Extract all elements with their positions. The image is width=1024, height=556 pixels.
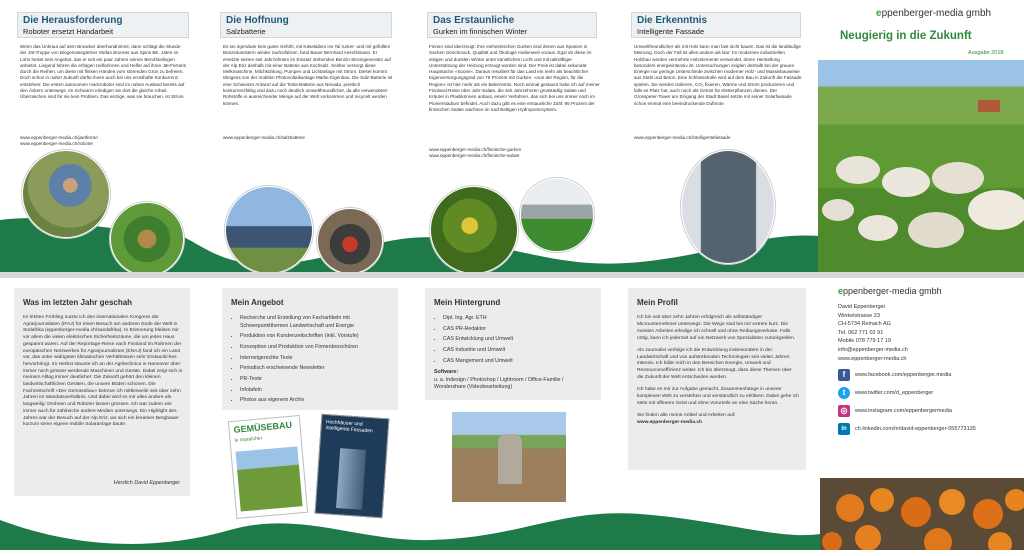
panel-body: Umweltfreundlicher als mit Holz kann man fast nicht bauen. Das ist die landläufige Meinung. Doch der Fall ist alles andere als klar: Im modernen industriellen Holzbau werden vermehrte Holzelemente verwendet, deren Herstellung besonders energieintensiv ist. Untersuchungen zeigten deshalb bei der grauen Energie nur geringe Unterschiede zwischen moderner Holz- und Massivbauweise aus Stahl und Beton. Eine Schlüsselrolle wird auf dem Bau in Zukunft die Fassade spielen. Sie werden isolieren, CO₂ fixieren, Wärme und Strom produzieren und falls es Platz hat, auch noch als Gerüst für Kletterpflanzen dienen. Der Grosspeter-Tower am Eingang der Stadt Basel setzte mit seiner Solarfassade schon einmal eine beeindruckende Duftnote. (634, 44, 802, 106)
panel-link[interactable]: www.eppenberger-media.ch/intelligentefassade (634, 135, 731, 140)
offer-item: • Internetgerechte Texte (240, 355, 391, 363)
panel-subtitle: Salzbatterie (226, 27, 266, 36)
panel-body: Finnen sind überzeugt: Ihre einheimischen Gurken sind denen aus Spanien in Sachen Geschmack, Qualität und Ökologie meilenweit voraus. Egal ob diese im eisigen und dunklen Winter unter künstlichem Licht und mit tatkräftiger Unterstützung der Heizung erzeugt worden sind. Der Preis ist dabei sekundär. Hauptsache »Suomi«. Daraus resultiert für das Land ein mehr als beachtlicher Eigenversorgungsgrad von 78 Prozent mit Gurken. »Aus der Region, für die Region« ist hier mehr als ein Bekenntnis. Noch einmal gestaunt habe ich auf meiner Finnland-Reise über Jahr-Salate, die seit Jahrzehnten grosstädtig Salate und Kräuter in Plastikrinnen anbaut, einem Verfahren, das sich bei uns immer noch im Pionierstadium befindet. Auch dazu gibt es eine erstaunliche Zahl: 95 Prozent der finnischen Salate wachsen im nachhaltigen Hydroponicsystem. (429, 44, 600, 112)
photo-roboter (110, 202, 184, 272)
linkedin-icon: in (838, 423, 850, 435)
offer-item: • Periodisch erscheinende Newsletter (240, 365, 391, 373)
contact-website[interactable]: www.eppenberger-media.ch (838, 355, 907, 362)
profile-paragraph: Ich habe es mir zur Aufgabe gemacht, Zusammenhänge in unserer komplexen Welt zu verstehen und verständlich zu erklären. Dabei gehe ich stets mit offenem Geist und ohne Vorurteile an eine Sache heran. (637, 387, 799, 406)
social-text: www.facebook.com/eppenberger.media (855, 372, 952, 379)
software-label: Software: (434, 369, 459, 376)
panel-links (429, 147, 601, 160)
offer-item: • Produktion von Kundenzeitschriften (inkl. Vorstufe) (240, 333, 391, 341)
panel-link[interactable]: www.eppenberger-media.ch/finnische-salate (429, 153, 520, 159)
panel-herausforderung (0, 0, 205, 272)
photo-sheep-meadow (818, 60, 1024, 272)
brand-e: e (876, 8, 882, 19)
cover-panel (818, 0, 1024, 272)
photo-jaet-ferrari (22, 150, 110, 238)
panel-erstaunliche (410, 0, 615, 272)
contact-panel (838, 286, 1018, 433)
panel-links (223, 135, 393, 141)
person-figure (498, 434, 522, 484)
social-text: ch.linkedin.com/in/david-eppenberger-055773135 (855, 426, 976, 433)
offer-box (222, 288, 398, 410)
social-facebook[interactable] (838, 369, 951, 381)
social-text: www.instagram.com/eppenbergermedia (855, 408, 952, 415)
panel-title-box (220, 12, 392, 38)
facebook-icon: f (838, 369, 850, 381)
brand-rest: ppenberger-media gmbh (843, 286, 942, 296)
panel-hoffnung (205, 0, 410, 272)
software-text: u. a. Indesign / Photoshop / Lightroom / Office-Familie / Wondershare (Videobearbeitung) (434, 376, 564, 391)
photo-solaranlage (225, 186, 313, 272)
last-year-body: Im letzten Frühling nutzte ich den internationalen Kongress der Agrarjournalisten (IFAJ) für einen Besuch am anderen Ende der Welt in Südafrika (eppenberger-media.ch/suedafrika). In Erinnerung bleiben mir vor allem die vielen elektrischen Sicherheitszäune, die um jedes Haus gespannt waren. Auf der Reportage-Reise nach Finnland im Rahmen der europäischen Netzwerkes für Agrarjournalisten (ENAJ) fand ich ein Land vor, das unter widrigsten klimatischen Verhältnissen sehr Erstaunliches hervorbringt. Im Herbst staunte ich an der Agritechnica in Hannover über immer noch grösser werdende Maschinen und Geräte. Dabei zeigt sich in meinem Alltag immer deutlicher: Die Zukunft gehört den kleinen landwirtschaftlichen Geräten, die unsere Böden schonen. Die Fachzeitschrift «Der Gemüsebau» betreue ich mittlerweile seit über zehn Jahren im Mandatsverhältnis. Und dabei wird es mir alles andere als langweilig: Drohnen und Roboter lassen grüssen. Ich war zudem wie immer auch für zahlreiche andere Medien unterwegs. Ein Highlight des Jahres war der Besuch auf der Alp Eriz, wo sich ein kreativer Bergbauer kurzum seine eigene mobile Solaranlage baute. (23, 315, 183, 428)
brochure-inside (0, 278, 1024, 550)
offer-item: • Photos aus eigenem Archiv (240, 397, 391, 405)
background-list (434, 315, 594, 392)
magazine-cover-gemuesebau (228, 415, 308, 519)
contact-line: CH-5734 Reinach AG (838, 321, 891, 328)
panel-erkenntnis (615, 0, 818, 272)
signature: Herzlich David Eppenberger (113, 480, 180, 486)
background-item: • CAS PR-Redaktor (443, 326, 594, 334)
offer-item: • Recherche und Erstellung von Fachartikeln mit Schwerpunktthemen Landwirtschaft und Energie (240, 315, 391, 330)
brochure-cover-fassaden (315, 414, 390, 518)
offer-title: Mein Angebot (231, 298, 284, 307)
last-year-box (14, 288, 190, 496)
sheep-flock (818, 60, 1024, 272)
brochure-tower-photo (336, 448, 366, 510)
instagram-icon: ◎ (838, 405, 850, 417)
panel-link[interactable]: www.eppenberger-media.ch/finnische-gurken (429, 147, 522, 152)
contact-line: Mobile 078 779 17 19 (838, 338, 891, 345)
magazine-title: GEMÜSEBAU (229, 416, 300, 438)
photo-field-inspection (452, 412, 566, 502)
panel-subtitle: Gurken im finnischen Winter (433, 27, 528, 36)
panel-subtitle: Intelligente Fassade (637, 27, 705, 36)
last-year-title: Was im letzten Jahr geschah (23, 298, 133, 307)
background-item: • Dipl. Ing. Agr. ETH (443, 315, 594, 323)
contact-line: David Eppenberger (838, 304, 886, 310)
magazine-subtitle: le maraîcher (234, 435, 263, 444)
panel-title: Die Herausforderung (23, 15, 123, 26)
panel-body: Wenn das Unkraut auf dem Broacker überhandnimmt, dann schlägt die Stunde der Jät-Truppe von Biogemüsegärtner Stefan Brunner aus Spins BE. Jäten im Lohn heisst sein Angebot, das er seit ein paar Jahren seinen Berufskollegen anbietet. Liegend fahren die erfolgen Helferinnen und Helfer auf ihren Jät-Ferraris durch die Reihen, um diese mit flinken Händen vom störenden Grün zu befreien. Doch schon in naher Zukunft dürfte ihnen auch bei uns ernsthafte Konkurrenz entstehen: Die ersten autonomen Hackroboter sind im nahen Ausland bereits auf den Äckern unterwegs. Im Schwarm erledigen sie dort die gleiche Arbeit. Überraschen sind für sie kein Problem. Das einzige, was sie brauchen, ist Strom. (20, 44, 186, 100)
social-twitter[interactable] (838, 387, 933, 399)
offer-list (231, 315, 391, 408)
cover-brand (876, 8, 991, 19)
profile-paragraph: Als Journalist verfolge ich die Entwicklung insbesondere in der Landwirtschaft und von aufstrebenden Technologien seit vielen Jahren intensiv. Ich bilde mich in den Bereichen Energie, Umwelt und Ressourceneffizienz weiter. Ich bin überzeugt, dass diese Themen über die Zukunft der Welt entscheiden werden. (637, 347, 792, 381)
panel-title-box (427, 12, 597, 38)
brand-rest: ppenberger-media gmbh (881, 8, 992, 19)
profile-box (628, 288, 806, 470)
background-item: • CAS Mangement und Umwelt (443, 358, 594, 366)
magazine-photo (236, 446, 303, 511)
contact-line: Winkelstrasse 23 (838, 312, 880, 319)
brand-e: e (838, 286, 844, 296)
social-text: www.twitter.com/d_eppenberger (855, 390, 934, 397)
panel-link[interactable]: www.eppenberger-media.ch/roboter (20, 141, 94, 147)
social-linkedin[interactable] (838, 423, 976, 435)
photo-salate (520, 178, 594, 252)
panel-title: Die Hoffnung (226, 15, 289, 26)
social-instagram[interactable] (838, 405, 952, 417)
contact-address (838, 303, 1018, 363)
panel-title-box (631, 12, 801, 38)
profile-paragraph: Sie finden alle meine Artikel und Arbeiten auf: (637, 412, 736, 418)
cover-claim: Neugierig in die Zukunft (840, 30, 972, 42)
panel-body: Es sei irgendwie kein gutes Gefühl, mit Käselaiben ins Tal runter- und mit gefüllten Benzinkanistern wieder raufzufahren, fand Bauer Bernhard Aeschlimann. Er ersetzte seinen seit Jahrzehnten im Einsatz stehenden Benzin-Stromgenerator auf der Alp Eriz deshalb mit einer Batterie aus Kochsalz. Seither versorgt diese Melkmaschine, Milchkühlung, Pumpen und Lichtanlage mit Strom. Dieser kommt übrigens von der mobilen Photovoltaikanlage Marke Eigenbau. Die Salz-Batterie ist eine Schweizer Antwort auf die Tesla-Batterie aus Nevada, preislich konkurrenzfähig und dazu noch deutlich umweltfreundlicher, da alle verwendeten Rohstoffe in ausreichender Menge auf der Welt vorkommen und recycelt werden können. (223, 44, 393, 106)
profile-link[interactable]: www.eppenberger-media.ch (637, 419, 703, 425)
background-box (425, 288, 601, 400)
contact-email[interactable]: info@eppenberger-media.ch (838, 346, 908, 353)
cover-edition: Ausgabe 2018 (968, 50, 1004, 56)
panel-title: Das Erstaunliche (433, 15, 515, 26)
background-title: Mein Hintergrund (434, 298, 501, 307)
panel-links (634, 135, 802, 141)
panel-subtitle: Roboter ersetzt Handarbeit (23, 27, 114, 36)
brochure-outside (0, 0, 1024, 272)
contact-line: Tel. 062 771 02 91 (838, 329, 884, 336)
panel-link[interactable]: www.eppenberger-media.ch/jaetferrari (20, 135, 98, 140)
profile-paragraph: Ich bin seit über zehn Jahren erfolgreich als selbständiger Microunternehmer unterwegs. Die Wege sind bei mir extrem kurz. Die meisten Arbeiten erledige ich schnell und ohne Reibungsverluste. Falls nötig, kann ich jederzeit auf ein Netzwerk von Spezialisten zurückgreifen. (637, 315, 796, 341)
profile-body (637, 315, 799, 427)
background-item: • CAS Industrie und Umwelt (443, 347, 594, 355)
offer-item: • Infotafeln (240, 387, 391, 395)
photo-grosspeter-tower (681, 150, 775, 264)
brochure-title: Hochhäuser und intelligente Fassaden (325, 419, 373, 435)
photo-salzbatterie (317, 208, 383, 272)
offer-item: • PR-Texte (240, 376, 391, 384)
panel-title: Die Erkenntnis (637, 15, 708, 26)
background-item: • CAS Entwicklung und Umwelt (443, 336, 594, 344)
contact-brand (838, 286, 1018, 296)
offer-item: • Konzeption und Produktion von Firmenbroschüren (240, 344, 391, 352)
twitter-icon: t (838, 387, 850, 399)
panel-links (20, 135, 188, 148)
pumpkins (820, 478, 1024, 550)
profile-title: Mein Profil (637, 298, 678, 307)
panel-link[interactable]: www.eppenberger-media.ch/salzbatterie (223, 135, 305, 140)
panel-title-box (17, 12, 189, 38)
photo-gurken (430, 186, 518, 272)
photo-pumpkins (820, 478, 1024, 550)
